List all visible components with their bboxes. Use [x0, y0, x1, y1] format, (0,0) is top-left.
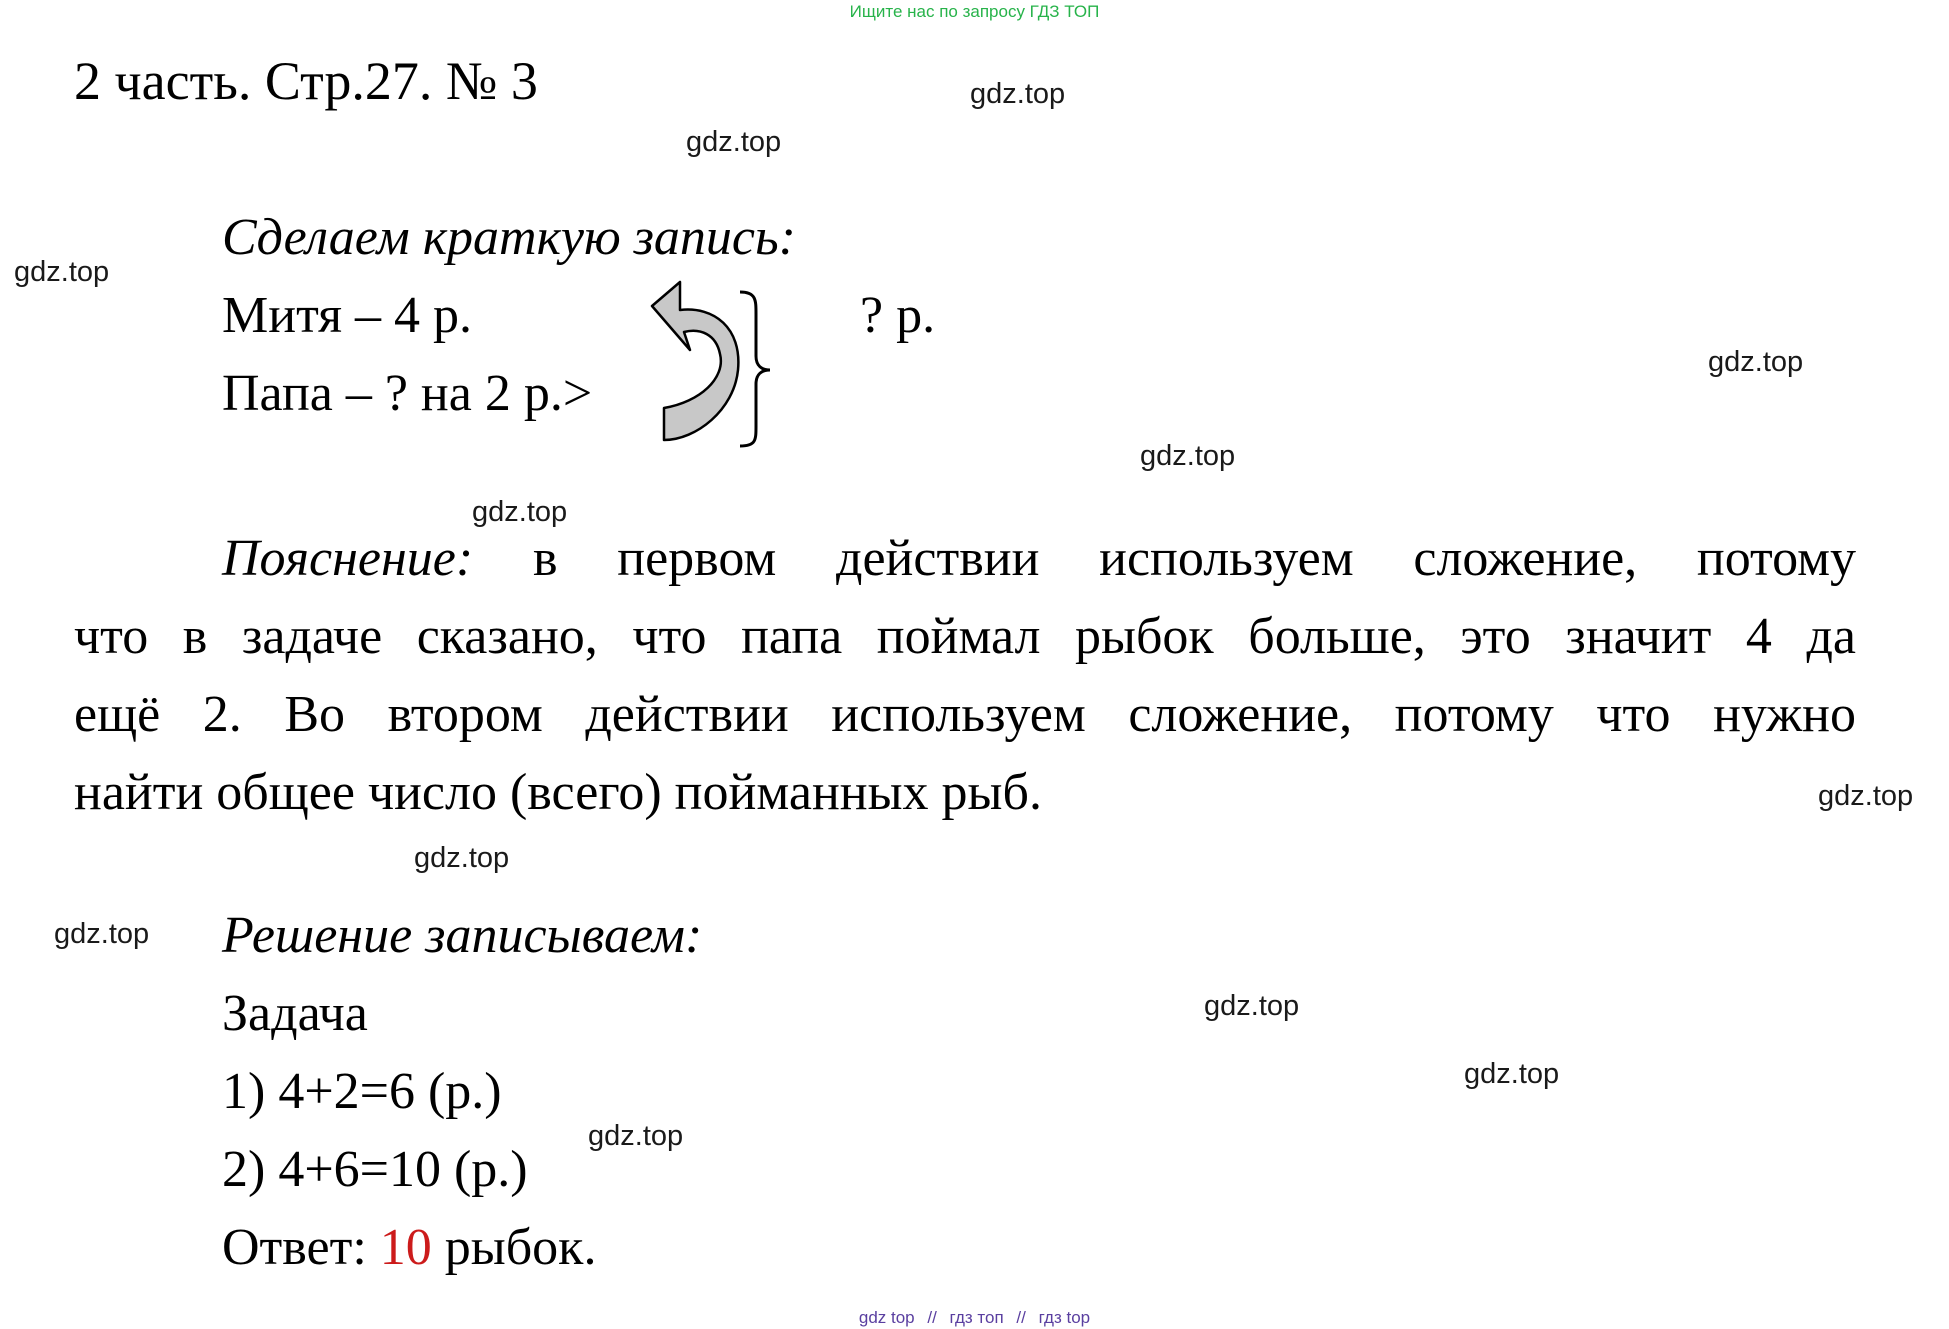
curved-arrow-icon — [652, 282, 738, 440]
answer-value: 10 — [379, 1219, 432, 1276]
explanation-line-2: что в задаче сказано, что папа поймал рыбок больше, это значит 4 да — [74, 608, 1856, 665]
explanation-line-3: ещё 2. Во втором действии используем сложение, потому что нужно — [74, 686, 1856, 743]
watermark: gdz.top — [970, 78, 1066, 110]
watermark: gdz.top — [472, 496, 568, 528]
short-note-heading: Сделаем краткую запись: — [222, 209, 796, 266]
curved-arrow-brace-diagram — [640, 270, 790, 450]
explanation-paragraph — [74, 520, 1856, 832]
footer-link-c[interactable]: гдз top — [1038, 1308, 1091, 1327]
watermark: gdz.top — [414, 842, 510, 874]
top-search-note: Ищите нас по запросу ГДЗ ТОП — [849, 2, 1100, 21]
footer-link-a[interactable]: gdz top — [858, 1308, 915, 1327]
task-label: Задача — [222, 985, 368, 1042]
watermark: gdz.top — [686, 126, 782, 158]
watermark: gdz.top — [54, 918, 150, 950]
answer-line — [222, 1218, 596, 1277]
footer-link-b[interactable]: гдз топ — [949, 1308, 1004, 1327]
watermark: gdz.top — [588, 1120, 684, 1152]
page-title: 2 часть. Стр.27. № 3 — [74, 51, 538, 111]
short-note-row-papa: Папа – ? на 2 р.> — [222, 365, 593, 422]
watermark: gdz.top — [14, 256, 110, 288]
answer-label: Ответ: — [222, 1219, 380, 1276]
explanation-label: Пояснение: — [222, 530, 474, 587]
footer-separator: // — [927, 1308, 937, 1327]
watermark: gdz.top — [1204, 990, 1300, 1022]
watermark: gdz.top — [1140, 440, 1236, 472]
short-note-row-mitya: Митя – 4 р. — [222, 287, 473, 344]
answer-unit: рыбок. — [431, 1219, 597, 1276]
footer-separator: // — [1016, 1308, 1026, 1327]
explanation-line-1: Пояснение: в первом действии используем сложение, потому — [222, 530, 1856, 587]
watermark: gdz.top — [1464, 1058, 1560, 1090]
solution-heading: Решение записываем: — [222, 907, 703, 964]
brace-icon — [740, 292, 770, 446]
footer-links — [0, 1308, 1949, 1328]
watermark: gdz.top — [1708, 346, 1804, 378]
short-note-total: ? р. — [860, 287, 936, 344]
watermark: gdz.top — [1818, 780, 1914, 812]
solution-step-2: 2) 4+6=10 (р.) — [222, 1141, 528, 1198]
solution-step-1: 1) 4+2=6 (р.) — [222, 1063, 502, 1120]
explanation-line-4: найти общее число (всего) пойманных рыб. — [74, 764, 1042, 821]
